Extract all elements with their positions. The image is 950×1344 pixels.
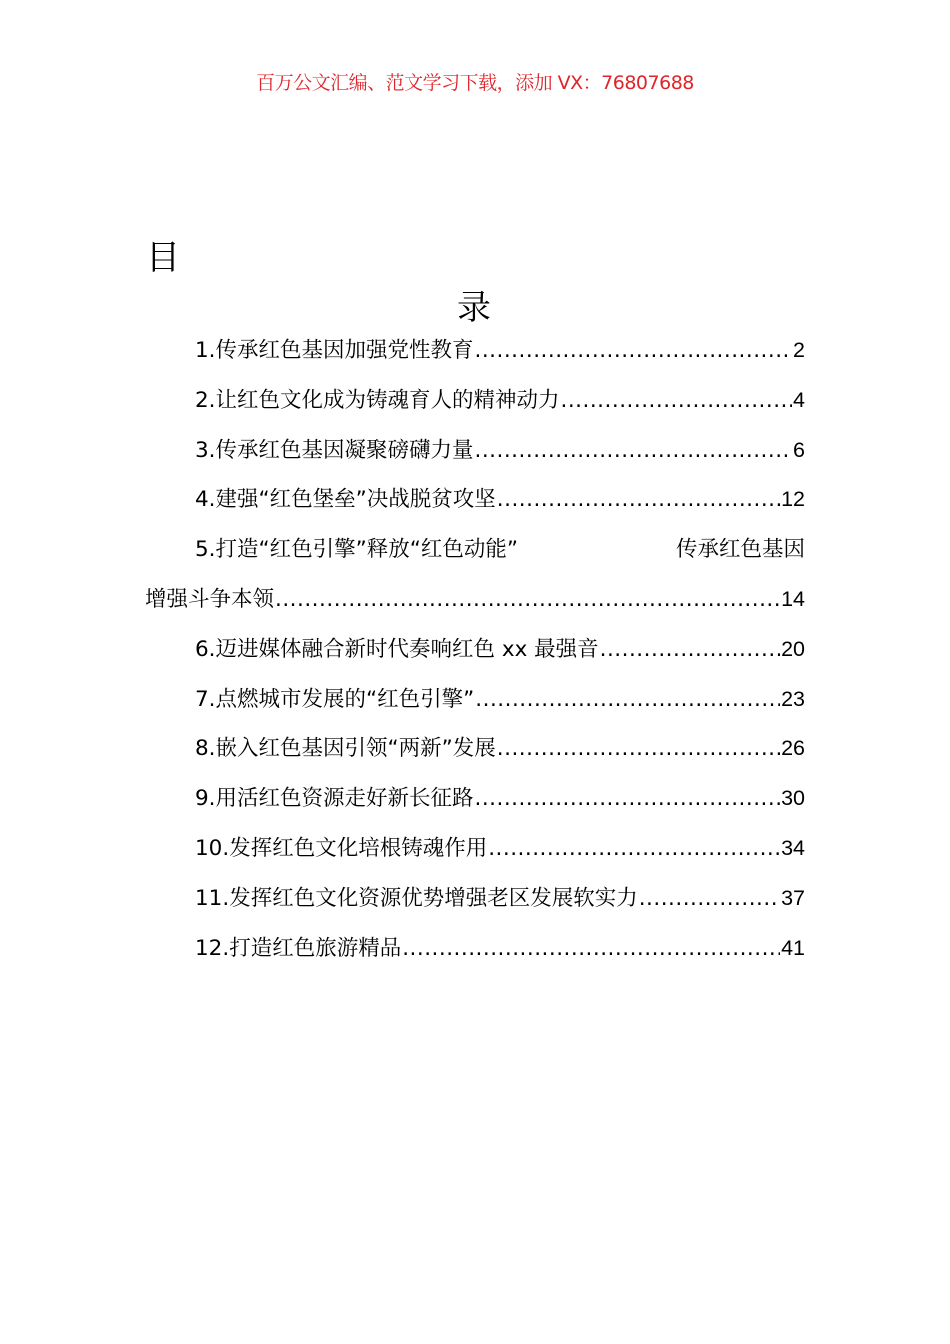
dot-leader [475,687,780,712]
toc-entry-7[interactable] [145,682,805,732]
dot-leader [497,736,780,761]
toc-entry-page: 6 [793,437,805,462]
toc-entry-6[interactable] [145,632,805,682]
dot-leader [561,388,793,413]
toc-entry-page: 41 [781,935,805,960]
dot-leader [402,936,780,961]
watermark-header: 百万公文汇编、范文学习下载，添加 VX：76807688 [256,72,694,94]
toc-entry-title-part: 5.打造“红色引擎”释放“红色动能” [195,537,519,563]
dot-leader [600,637,780,662]
toc-entry-10[interactable] [145,831,805,881]
toc-entry-3[interactable] [145,433,805,483]
toc-entry-title: 3.传承红色基因凝聚磅礴力量 [195,437,474,463]
toc-entry-title-part: 增强斗争本领 [145,586,275,612]
toc-entry-title: 11.发挥红色文化资源优势增强老区发展软实力 [195,885,638,911]
toc-entry-page: 12 [781,487,805,512]
toc-title-part1: 目 [146,238,180,278]
toc-entry-title-part: 传承红色基因 [675,537,805,563]
toc-entry-title: 4.建强“红色堡垒”决战脱贫攻坚 [195,487,496,513]
toc-entry-title: 7.点燃城市发展的“红色引擎” [195,686,475,712]
toc-entry-page: 14 [781,586,805,611]
toc-entry-page: 26 [781,736,805,761]
toc-entry-page: 2 [793,338,805,362]
toc-title-part2: 录 [457,288,491,328]
toc-entry-5-line2[interactable] [145,582,805,632]
toc-entry-9[interactable] [145,781,805,831]
dot-leader [475,438,793,463]
toc-entry-title: 2.让红色文化成为铸魂育人的精神动力 [195,387,560,413]
table-of-contents [145,333,805,980]
dot-leader [497,487,780,512]
toc-entry-12[interactable] [145,931,805,981]
toc-entry-page: 37 [781,885,805,910]
toc-entry-page: 4 [793,387,805,412]
dot-leader [475,786,781,811]
toc-entry-page: 20 [781,636,805,661]
toc-entry-page: 23 [781,686,805,711]
toc-entry-title: 1.传承红色基因加强党性教育 [195,338,474,363]
dot-leader [475,338,793,363]
toc-entry-title: 8.嵌入红色基因引领“两新”发展 [195,736,496,762]
toc-entry-page: 30 [781,786,805,811]
toc-entry-1[interactable] [145,333,805,383]
toc-entry-title: 6.迈进媒体融合新时代奏响红色 xx 最强音 [195,636,599,662]
toc-entry-2[interactable] [145,383,805,433]
toc-entry-title: 12.打造红色旅游精品 [195,935,402,961]
dot-leader [639,886,780,911]
dot-leader [275,587,780,612]
toc-entry-title: 10.发挥红色文化培根铸魂作用 [195,835,488,861]
toc-entry-title: 9.用活红色资源走好新长征路 [195,786,474,812]
toc-entry-5-line1[interactable] [145,532,805,582]
toc-entry-11[interactable] [145,881,805,931]
toc-entry-8[interactable] [145,731,805,781]
toc-entry-4[interactable] [145,482,805,532]
toc-entry-page: 34 [781,835,805,860]
dot-leader [488,836,780,861]
